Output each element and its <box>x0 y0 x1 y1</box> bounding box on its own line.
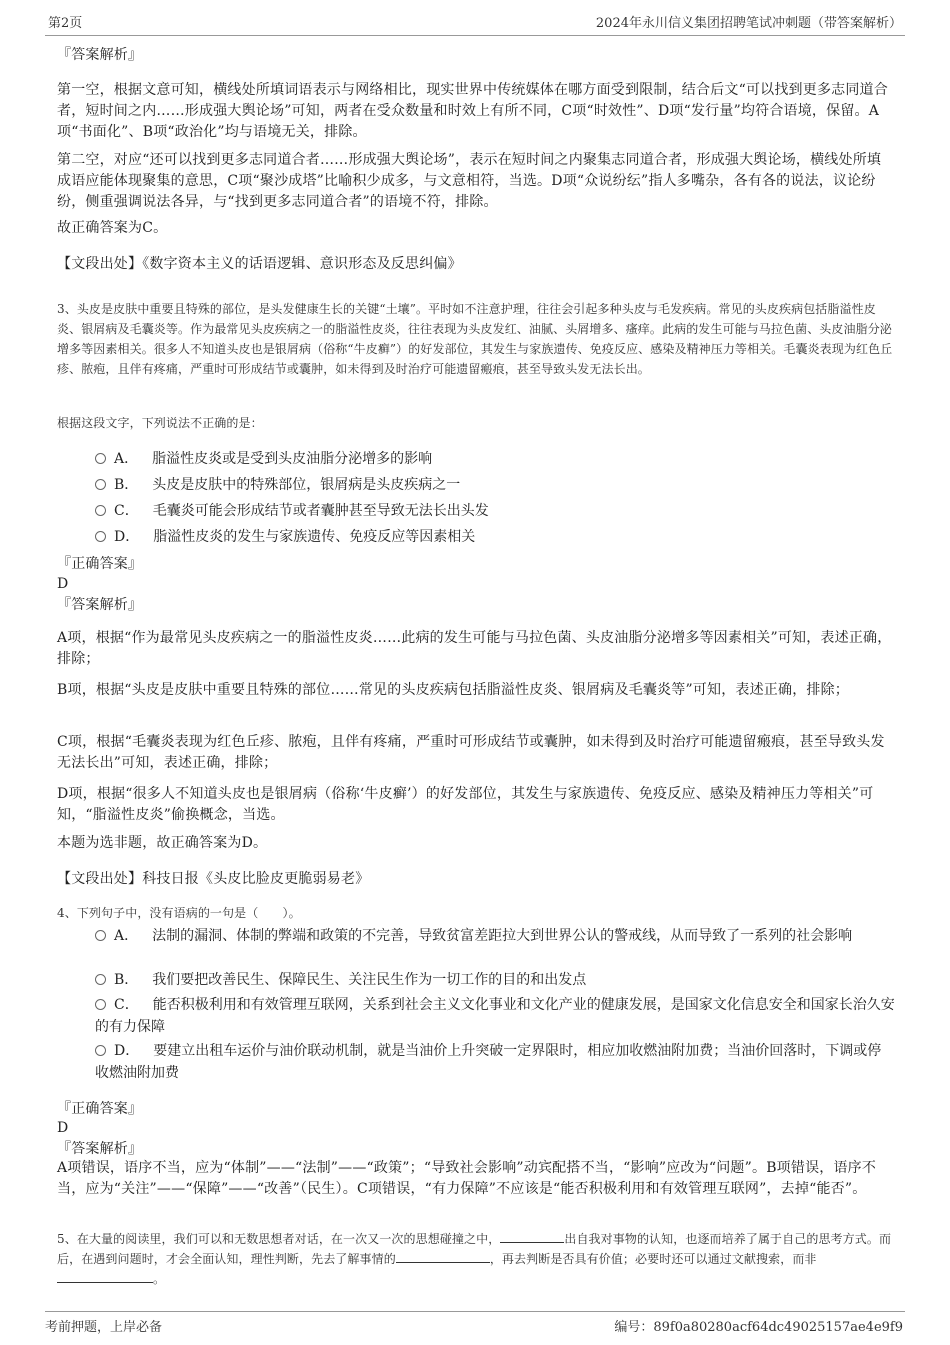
page-footer <box>45 1311 905 1337</box>
code-label: 编号： <box>614 1320 654 1335</box>
option-text: 脂溢性皮炎或是受到头皮油脂分泌增多的影响 <box>152 451 433 467</box>
option-text: 法制的漏洞、体制的弊端和政策的不完善，导致贫富差距拉大到世界公认的警戒线，从而导致了一系列的社会影响 <box>152 928 853 944</box>
radio-icon[interactable] <box>95 505 106 516</box>
option-key: C． <box>114 503 139 519</box>
radio-icon[interactable] <box>95 479 106 490</box>
q2-source: 【文段出处】《数字资本主义的话语逻辑、意识形态及反思纠偏》 <box>57 256 462 272</box>
q3-option-a[interactable] <box>95 448 895 470</box>
q3-source: 【文段出处】科技日报《头皮比脸皮更脆弱易老》 <box>57 871 370 887</box>
radio-icon[interactable] <box>95 531 106 542</box>
q4-analysis: A项错误，语序不当，应为“体制”——“法制”——“政策”；“导致社会影响”动宾配搭不当，“影响”应改为“问题”。B项错误，语序不当，应为“关注”——“保障”——“改善”（民生）。C项错误，“有力保障”不应该是“能否积极利用和有效管理互联网”，去掉“能否”。 <box>57 1160 877 1197</box>
q3-analysis-a: A项，根据“作为最常见头皮疾病之一的脂溢性皮炎……此病的发生可能与马拉色菌、头皮油脂分泌增多等因素相关”可知，表述正确，排除； <box>57 630 892 667</box>
option-text: 脂溢性皮炎的发生与家族遗传、免疫反应等因素相关 <box>153 529 476 545</box>
q4-answer: D <box>57 1120 69 1136</box>
q2-analysis-para1: 第一空，根据文意可知，横线处所填词语表示与网络相比，现实世界中传统媒体在哪方面受到限制，结合后文“可以找到更多志同道合者，短时间之内……形成强大舆论场”可知，两者在受众数量和时效上有所不同，C项“时效性”、D项“发行量”均符合语境，保留。A项“书面化”、B项“政治化”均与语境无关，排除。 <box>57 82 888 140</box>
q5-part3: ，再去判断是否具有价值；必要时还可以通过文献搜索，而非 <box>489 1252 817 1266</box>
option-key: A． <box>114 928 139 944</box>
option-text: 要建立出租车运价与油价联动机制，就是当油价上升突破一定界限时，相应加收燃油附加费；当油价回落时，下调或停收燃油附加费 <box>95 1043 882 1081</box>
q3-stem: 3、头皮是皮肤中重要且特殊的部位，是头发健康生长的关键“土壤”。平时如不注意护理，往往会引起多种头皮与毛发疾病。常见的头皮疾病包括脂溢性皮炎、银屑病及毛囊炎等。作为最常见头皮疾病之一的脂溢性皮炎，往往表现为头皮发红、油腻、头屑增多、瘙痒。此病的发生可能与马拉色菌、头皮油脂分泌增多等因素相关。很多人不知道头皮也是银屑病（俗称“牛皮癣”）的好发部位，其发生与家族遗传、免疫反应、感染及精神压力等相关。毛囊炎表现为红色丘疹、脓疱，且伴有疼痛，严重时可形成结节或囊肿，如未得到及时治疗可能遗留瘢痕，甚至导致头发无法长出。 <box>57 302 893 376</box>
q5-stem <box>57 1229 895 1289</box>
document-title: 2024年永川信义集团招聘笔试冲刺题（带答案解析） <box>595 16 902 31</box>
q3-analysis-c: C项，根据“毛囊炎表现为红色丘疹、脓疱，且伴有疼痛，严重时可形成结节或囊肿，如未得到及时治疗可能遗留瘢痕，甚至导致头发无法长出”可知，表述正确，排除； <box>57 734 885 771</box>
q3-answer: D <box>57 576 69 592</box>
q3-answer-title: 『正确答案』 <box>57 556 143 572</box>
document-code <box>614 1316 903 1335</box>
option-text: 头皮是皮肤中的特殊部位，银屑病是头皮疾病之一 <box>152 477 461 493</box>
q5-part4: 。 <box>153 1272 166 1286</box>
q3-option-b[interactable] <box>95 474 895 496</box>
q3-conclusion: 本题为选非题，故正确答案为D。 <box>57 835 268 851</box>
q3-option-d[interactable] <box>95 526 895 548</box>
fill-blank-3[interactable] <box>57 1271 153 1283</box>
q4-analysis-title: 『答案解析』 <box>57 1141 143 1157</box>
option-key: D． <box>114 529 140 545</box>
q2-analysis-para2: 第二空，对应“还可以找到更多志同道合者……形成强大舆论场”，表示在短时间之内聚集志同道合者，形成强大舆论场，横线处所填成语应能体现聚集的意思，C项“聚沙成塔”比喻积少成多，与文意相符，当选。D项“众说纷纭”指人多嘴杂，各有各的说法，议论纷纷，侧重强调说法各异，与“找到更多志同道合者”的语境不符，排除。 <box>57 152 882 210</box>
q3-analysis-d: D项，根据“很多人不知道头皮也是银屑病（俗称‘牛皮癣’）的好发部位，其发生与家族遗传、免疫反应、感染及精神压力等相关”可知，“脂溢性皮炎”偷换概念，当选。 <box>57 786 874 823</box>
q4-option-c[interactable] <box>95 994 895 1038</box>
option-text: 能否积极利用和有效管理互联网，关系到社会主义文化事业和文化产业的健康发展，是国家文化信息安全和国家长治久安的有力保障 <box>95 997 895 1035</box>
option-key: B． <box>114 972 139 988</box>
code-value: 89f0a80280acf64dc49025157ae4e9f9 <box>653 1320 903 1335</box>
radio-icon[interactable] <box>95 930 106 941</box>
q4-option-a[interactable] <box>95 925 895 947</box>
q3-question: 根据这段文字，下列说法不正确的是： <box>57 416 263 430</box>
q3-analysis-b: B项，根据“头皮是皮肤中重要且特殊的部位……常见的头皮疾病包括脂溢性皮炎、银屑病及毛囊炎等”可知，表述正确，排除； <box>57 682 849 698</box>
q3-analysis-title: 『答案解析』 <box>57 597 143 613</box>
option-key: B． <box>114 477 139 493</box>
q4-answer-title: 『正确答案』 <box>57 1101 143 1117</box>
q4-option-b[interactable] <box>95 969 895 991</box>
q2-analysis-title: 『答案解析』 <box>57 47 143 63</box>
option-key: C． <box>114 997 139 1013</box>
option-key: A． <box>114 451 139 467</box>
q2-conclusion: 故正确答案为C。 <box>57 220 168 236</box>
radio-icon[interactable] <box>95 1045 106 1056</box>
fill-blank-2[interactable] <box>396 1251 490 1263</box>
page-header <box>45 10 905 36</box>
option-text: 毛囊炎可能会形成结节或者囊肿甚至导致无法长出头发 <box>152 503 489 519</box>
footer-slogan: 考前押题，上岸必备 <box>45 1320 163 1335</box>
q5-part2: 出自我对事物的认知，也逐而培养了属于自己的思考方式。而后，在遇到问题时，才会全面认知，理性判断，先去了解事情的 <box>57 1232 892 1266</box>
option-key: D． <box>114 1043 140 1059</box>
radio-icon[interactable] <box>95 999 106 1010</box>
radio-icon[interactable] <box>95 974 106 985</box>
fill-blank-1[interactable] <box>500 1231 564 1243</box>
q3-option-c[interactable] <box>95 500 895 522</box>
radio-icon[interactable] <box>95 453 106 464</box>
q4-stem: 4、下列句子中，没有语病的一句是（ ）。 <box>57 906 301 920</box>
option-text: 我们要把改善民生、保障民生、关注民生作为一切工作的目的和出发点 <box>152 972 587 988</box>
q5-part1: 5、在大量的阅读里，我们可以和无数思想者对话，在一次又一次的思想碰撞之中， <box>57 1232 501 1246</box>
q4-option-d[interactable] <box>95 1040 895 1084</box>
page-number: 第2页 <box>48 16 83 31</box>
